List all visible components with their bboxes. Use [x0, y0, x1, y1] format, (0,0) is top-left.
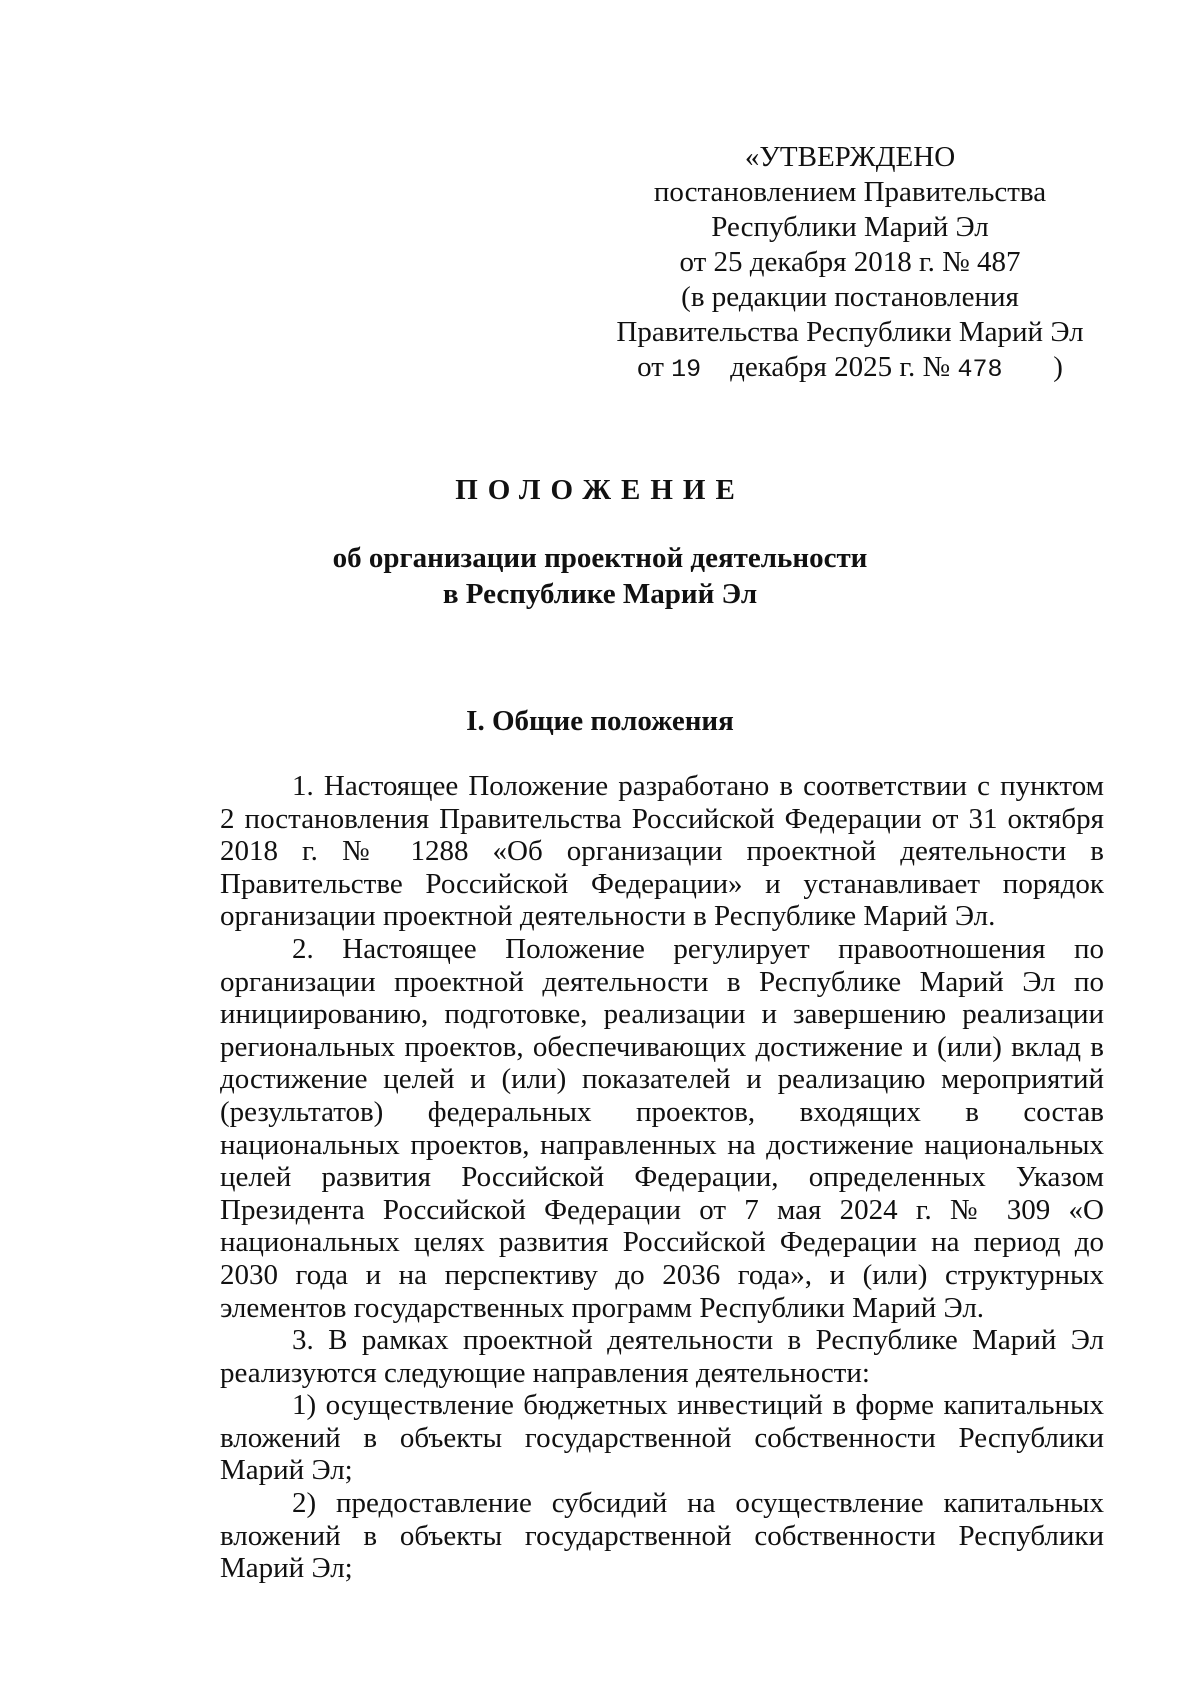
approval-line-edition: (в редакции постановления — [681, 281, 1019, 313]
subtitle-line-2: в Республике Марий Эл — [442, 578, 758, 610]
paragraph-2: 2. Настоящее Положение регулирует правоотношения по организации проектной деятельности в Республике Марий Эл по инициированию, подготовке, реализации и завершению реализации региональных проектов, обеспечивающих достижение и (или) вклад в достижение целей и (или) показателей и реализацию мероприятий (результатов) федеральных проектов, входящих в состав национальных проектов, направленных на достижение национальных целей развития Российской Федерации, определенных Указом Президента Российской Федерации от 7 мая 2024 г. № 309 «О национальных целях развития Российской Федерации на период до 2030 года и на перспективу до 2036 года», и (или) структурных элементов государственных программ Республики Марий Эл. — [220, 932, 1104, 1324]
approval-line-date: от 25 декабря 2018 г. № 487 — [679, 246, 1021, 278]
approval-line-approved: «УТВЕРЖДЕНО — [744, 141, 956, 173]
amendment-month-year: декабря 2025 г. № — [730, 351, 951, 383]
document-subtitle — [0, 540, 1200, 612]
paragraph-3: 3. В рамках проектной деятельности в Республике Марий Эл реализуются следующие направления деятельности: — [220, 1324, 1104, 1389]
subtitle-line-1: об организации проектной деятельности — [332, 542, 868, 574]
approval-line-amendment-date — [580, 350, 1120, 387]
approval-line-republic: Республики Марий Эл — [711, 211, 989, 243]
amendment-number: 478 — [957, 355, 1003, 384]
approval-stamp — [580, 140, 1120, 387]
document-title: ПОЛОЖЕНИЕ — [455, 474, 745, 506]
amendment-suffix: ) — [1053, 351, 1063, 383]
paragraph-1: 1. Настоящее Положение разработано в соответствии с пунктом 2 постановления Правительства Российской Федерации от 31 октября 2018 г. № 1288 «Об организации проектной деятельности в Правительстве Российской Федерации» и устанавливает порядок организации проектной деятельности в Республике Марий Эл. — [220, 770, 1104, 933]
amendment-day: 19 — [671, 355, 702, 384]
amendment-prefix: от — [637, 351, 664, 383]
list-item-2: 2) предоставление субсидий на осуществление капитальных вложений в объекты государственной собственности Республики Марий Эл; — [220, 1487, 1104, 1585]
list-item-1: 1) осуществление бюджетных инвестиций в форме капитальных вложений в объекты государственной собственности Республики Марий Эл; — [220, 1389, 1104, 1487]
approval-line-resolution: постановлением Правительства — [653, 176, 1047, 208]
document-body — [220, 770, 1104, 1585]
section-heading: I. Общие положения — [466, 705, 734, 737]
approval-line-government: Правительства Республики Марий Эл — [616, 316, 1084, 348]
